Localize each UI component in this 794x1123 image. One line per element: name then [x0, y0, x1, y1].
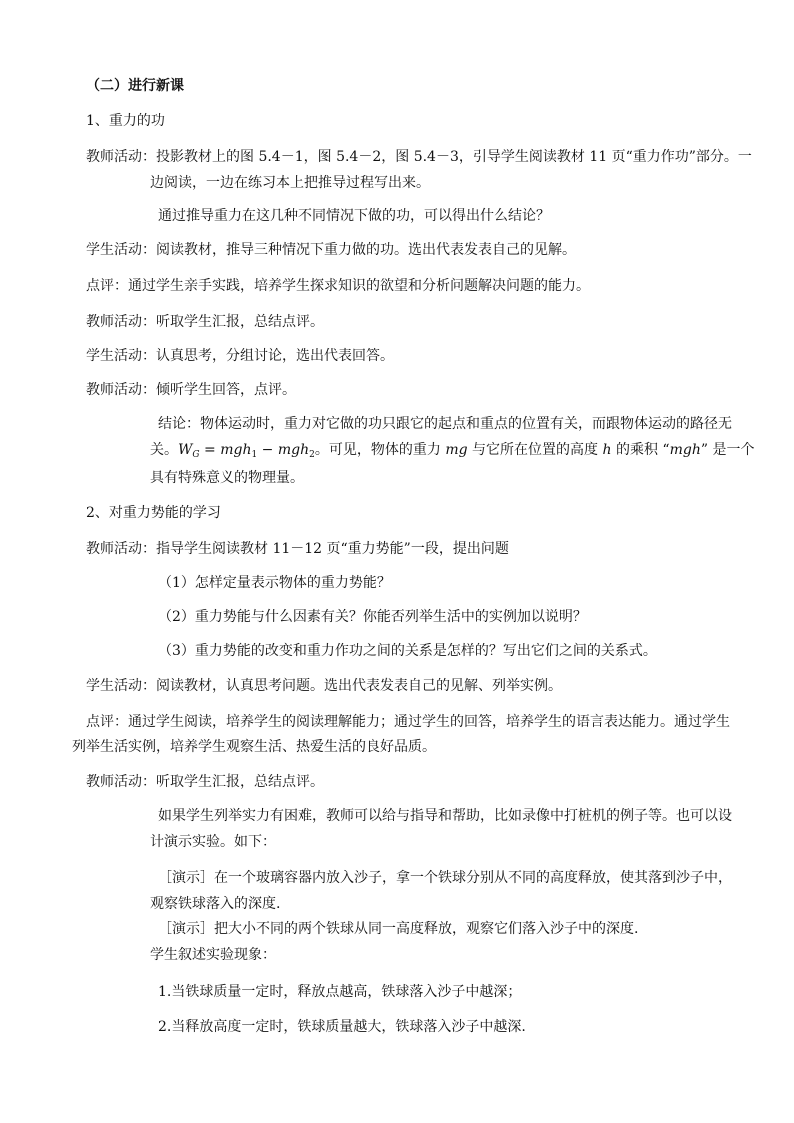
- activity-label: 教师活动：: [86, 541, 156, 557]
- formula-mgh1: mgh: [220, 442, 252, 458]
- conclusion-text: 与它所在位置的高度: [467, 442, 603, 458]
- student-activity-3: [86, 677, 562, 695]
- activity-text: 倾听学生回答，点评。: [156, 382, 296, 398]
- heading-potential-energy: 2、对重力势能的学习: [86, 505, 221, 521]
- activity-text: 指导学生阅读教材 11－12 页“重力势能”一段，提出问题: [156, 541, 509, 557]
- teacher-activity-4: [86, 540, 509, 558]
- activity-label: 教师活动：: [86, 314, 156, 330]
- symbol-mgh: mgh: [669, 442, 701, 458]
- teacher-question: 通过推导重力在这几种不同情况下做的功，可以得出什么结论？: [158, 208, 550, 224]
- extra-line-1: 如果学生列举实力有困难，教师可以给与指导和帮助，比如录像中打桩机的例子等。也可以设: [158, 808, 732, 824]
- heading-gravity-work: 1、重力的功: [86, 113, 165, 129]
- activity-label: 学生活动：: [86, 348, 156, 364]
- activity-label: 学生活动：: [86, 678, 156, 694]
- student-describe: 学生叙述实验现象：: [150, 947, 276, 963]
- conclusion-text: 。可见，物体的重力: [314, 442, 446, 458]
- demo-2: ［演示］把大小不同的两个铁球从同一高度释放，观察它们落入沙子中的深度.: [158, 921, 639, 937]
- comment-2-line-2: 列举生活实例，培养学生观察生活、热爱生活的良好品质。: [72, 739, 436, 755]
- activity-text: 听取学生汇报，总结点评。: [156, 774, 324, 790]
- comment-1: [86, 277, 590, 295]
- formula-mgh2: mgh: [277, 442, 310, 458]
- teacher-activity-1: [86, 148, 752, 166]
- question-2: （2）重力势能与什么因素有关？你能否列举生活中的实例加以说明？: [158, 609, 587, 625]
- demo-1-line-1: ［演示］在一个玻璃容器内放入沙子，拿一个铁球分别从不同的高度释放，使其落到沙子中，: [158, 870, 732, 886]
- activity-text: 认真思考，分组讨论，选出代表回答。: [156, 348, 394, 364]
- conclusion-line-3: 具有特殊意义的物理量。: [150, 470, 304, 486]
- extra-line-2: 计演示实验。如下：: [150, 834, 276, 850]
- activity-label: 教师活动：: [86, 774, 156, 790]
- symbol-h: h: [602, 442, 612, 458]
- formula-sub-2: 2: [309, 450, 315, 460]
- question-1: （1）怎样定量表示物体的重力势能？: [158, 575, 391, 591]
- demo-1-line-2: 观察铁球落入的深度.: [150, 896, 281, 912]
- teacher-activity-5: [86, 773, 324, 791]
- comment-label: 点评：: [86, 278, 128, 294]
- question-3: （3）重力势能的改变和重力作功之间的关系是怎样的？写出它们之间的关系式。: [158, 643, 657, 659]
- section-title: （二）进行新课: [86, 78, 184, 94]
- formula-minus: −: [257, 442, 278, 458]
- result-2: 2.当释放高度一定时，铁球质量越大，铁球落入沙子中越深.: [158, 1019, 526, 1035]
- conclusion-line-1: 结论：物体运动时，重力对它做的功只跟它的起点和重点的位置有关，而跟物体运动的路径无: [158, 416, 732, 432]
- symbol-mg: mg: [445, 442, 468, 458]
- activity-text: 阅读教材，推导三种情况下重力做的功。选出代表发表自己的见解。: [156, 242, 576, 258]
- teacher-activity-3: [86, 381, 296, 399]
- activity-text: 投影教材上的图 5.4－1，图 5.4－2，图 5.4－3，引导学生阅读教材 11 页“重力作功”部分。一: [156, 149, 752, 165]
- formula-eq: =: [199, 442, 221, 458]
- activity-text: 阅读教材，认真思考问题。选出代表发表自己的见解、列举实例。: [156, 678, 562, 694]
- conclusion-text: 的乘积 “: [611, 442, 670, 458]
- teacher-activity-1-cont: 边阅读，一边在练习本上把推导过程写出来。: [150, 175, 430, 191]
- comment-text: 通过学生亲手实践，培养学生探求知识的欲望和分析问题解决问题的能力。: [128, 278, 590, 294]
- formula-w: W: [178, 442, 193, 458]
- conclusion-text: 关。: [150, 442, 178, 458]
- activity-text: 听取学生汇报，总结点评。: [156, 314, 324, 330]
- teacher-activity-2: [86, 313, 324, 331]
- activity-label: 教师活动：: [86, 149, 156, 165]
- activity-label: 教师活动：: [86, 382, 156, 398]
- student-activity-2: [86, 347, 394, 365]
- comment-2-line-1: 点评：通过学生阅读，培养学生的阅读理解能力；通过学生的回答，培养学生的语言表达能力。通过学生: [86, 714, 730, 730]
- formula-w-sub: G: [192, 450, 200, 460]
- conclusion-text: ” 是一个: [700, 442, 755, 458]
- conclusion-line-2: [150, 441, 754, 464]
- result-1: 1.当铁球质量一定时，释放点越高，铁球落入沙子中越深；: [158, 984, 522, 1000]
- student-activity-1: [86, 241, 576, 259]
- formula-sub-1: 1: [251, 450, 258, 460]
- activity-label: 学生活动：: [86, 242, 156, 258]
